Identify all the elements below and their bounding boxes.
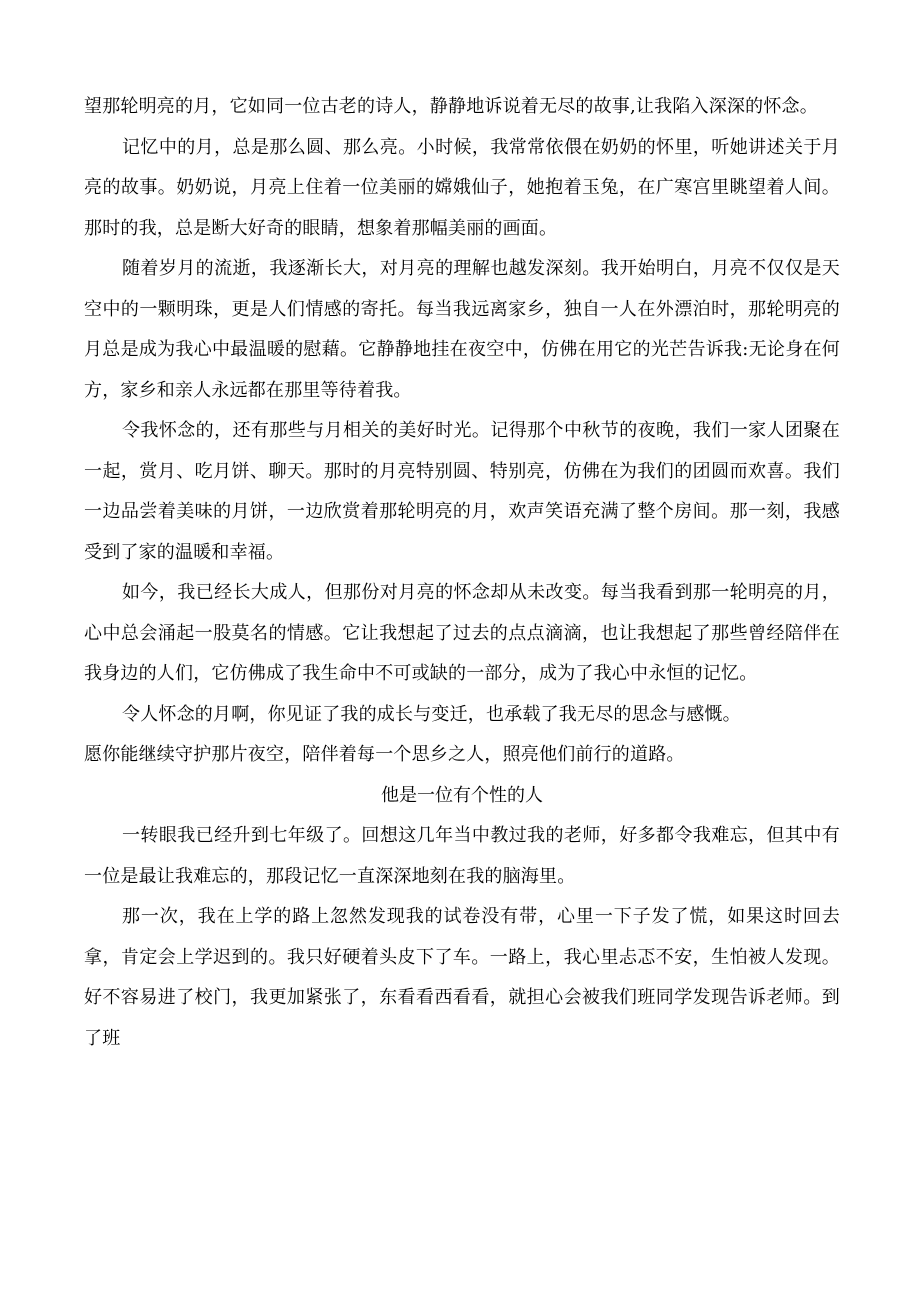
essay-title: 他是一位有个性的人 [381, 784, 543, 806]
paragraph: 望那轮明亮的月，它如同一位古老的诗人，静静地诉说着无尽的故事,让我陷入深深的怀念。 [84, 96, 818, 117]
paragraph: 一转眼我已经升到七年级了。回想这几年当中教过我的老师，好多都令我难忘，但其中有一位是最让我难忘的，那段记忆一直深深地刻在我的脑海里。 [84, 825, 840, 887]
paragraph: 随着岁月的流逝，我逐渐长大，对月亮的理解也越发深刻。我开始明白，月亮不仅仅是天空中的一颗明珠，更是人们情感的寄托。每当我远离家乡，独自一人在外漂泊时，那轮明亮的月总是成为我心中最温暖的慰藉。它静静地挂在夜空中，仿佛在用它的光芒告诉我:无论身在何方，家乡和亲人永远都在那里等待着我。 [84, 258, 840, 401]
paragraph: 令我怀念的，还有那些与月相关的美好时光。记得那个中秋节的夜晚，我们一家人团聚在一起，赏月、吃月饼、聊天。那时的月亮特别圆、特别亮，仿佛在为我们的团圆而欢喜。我们一边品尝着美味的月饼，一边欣赏着那轮明亮的月，欢声笑语充满了整个房间。那一刻，我感受到了家的温暖和幸福。 [84, 420, 840, 563]
paragraph: 那一次，我在上学的路上忽然发现我的试卷没有带，心里一下子发了慌，如果这时回去拿，肯定会上学迟到的。我只好硬着头皮下了车。一路上，我心里忐忑不安，生怕被人发现。好不容易进了校门，我更加紧张了，东看看西看看，就担心会被我们班同学发现告诉老师。到了班 [84, 906, 840, 1049]
body-text [84, 87, 840, 1059]
paragraph: 愿你能继续守护那片夜空，陪伴着每一个思乡之人，照亮他们前行的道路。 [84, 744, 685, 765]
paragraph: 令人怀念的月啊，你见证了我的成长与变迁，也承载了我无尽的思念与感慨。 [122, 703, 741, 725]
paragraph: 如今，我已经长大成人，但那份对月亮的怀念却从未改变。每当我看到那一轮明亮的月，心中总会涌起一股莫名的情感。它让我想起了过去的点点滴滴，也让我想起了那些曾经陪伴在我身边的人们，它仿佛成了我生命中不可或缺的一部分，成为了我心中永恒的记忆。 [84, 582, 840, 684]
paragraph: 记忆中的月，总是那么圆、那么亮。小时候，我常常依偎在奶奶的怀里，听她讲述关于月亮的故事。奶奶说，月亮上住着一位美丽的嫦娥仙子，她抱着玉兔，在广寒宫里眺望着人间。那时的我，总是断大好奇的眼睛，想象着那幅美丽的画面。 [84, 136, 840, 239]
